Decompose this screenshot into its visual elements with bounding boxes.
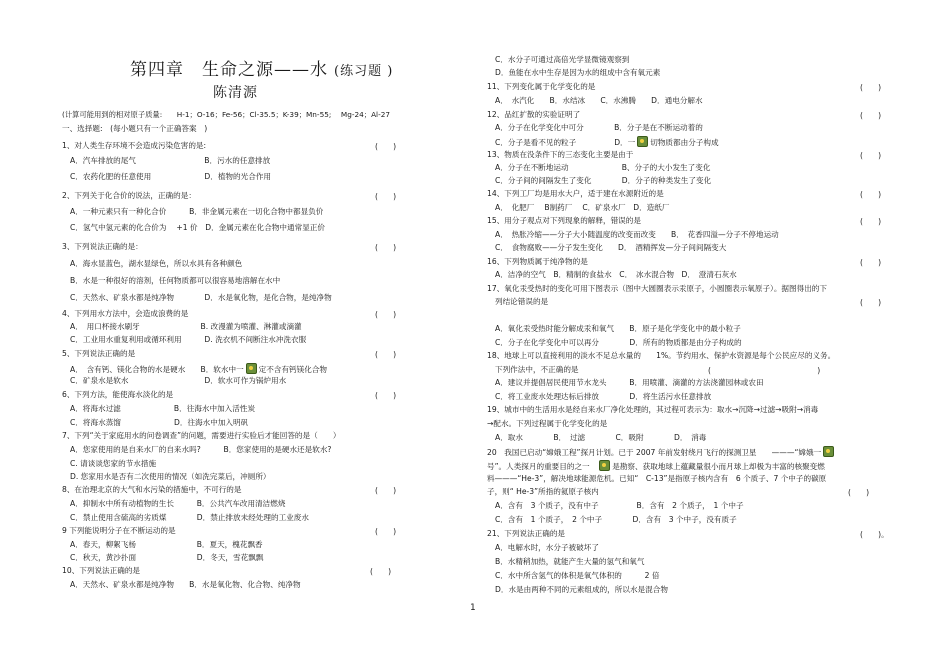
q7-option-c: C. 请谈谈您家的节水措施 — [70, 459, 157, 468]
q9-options-ab: A．春天，柳絮飞杨 B．夏天，槐花飘香 — [70, 540, 263, 549]
q5-options-ab-text: A． 含有钙、镁化合物的水是硬水 B．软水中一 — [70, 365, 244, 374]
answer-paren: ( ) — [375, 350, 397, 359]
answer-paren: ( ) — [375, 192, 397, 201]
q20-stem-text: 20 我国已启动“嫦娥工程”探月计划。已于 2007 年前发射绕月飞行的探测卫星 ———“嫦娥一 — [487, 448, 822, 457]
page-number: 1 — [470, 603, 476, 613]
atomic-mass-note: (计算可能用到的相对原子质量: H-1；O-16；Fe-56；Cl-35.5；K-39；Mn-55; Mg-24；Al-27 — [62, 110, 391, 119]
answer-paren: ( ) — [375, 310, 397, 319]
q8-options-ab: A．抑制水中所有动植物的生长 B．公共汽车改用清洁燃烧 — [70, 499, 286, 508]
answer-paren: ( ) — [860, 151, 882, 160]
embedded-image-icon — [637, 136, 648, 147]
q10-options-ab: A．天然水、矿泉水都是纯净物 B．水是氧化物、化合物、纯净物 — [70, 580, 301, 589]
answer-paren: ( ) — [708, 366, 821, 375]
q5-options-cd: C．矿泉水是软水 D．软水可作为锅炉用水 — [70, 376, 287, 385]
q10-stem: 10、下列说法正确的是 — [62, 566, 141, 575]
author: 陈清源 — [213, 85, 258, 101]
embedded-image-icon — [599, 460, 610, 471]
q20-stem-line2-tail: 是勘察、获取地球上蕴藏量很小而月球上却极为丰富的核聚变燃 — [612, 462, 825, 471]
q10-option-c: C．水分子可通过高倍光学显微镜观察到 — [495, 55, 630, 64]
q12-option-d-tail: 切物质都由分子构成 — [650, 138, 719, 147]
q17-stem: 17、氧化汞受热时的变化可用下图表示（图中大圆圈表示汞原子，小圆圈表示氧原子）。据图得出的下 — [487, 284, 827, 293]
q3-option-a: A．海水显蓝色，湖水显绿色，所以水具有各种颜色 — [70, 259, 243, 268]
answer-paren: ( ) — [860, 190, 882, 199]
q12-options-cd — [495, 136, 719, 147]
q12-stem: 12、品红扩散的实验证明了 — [487, 110, 581, 119]
q6-stem: 6、下列方法，能使海水淡化的是 — [62, 390, 174, 399]
q1-stem: 1、对人类生存环境不会造成污染危害的是: — [62, 141, 207, 150]
q5-stem: 5、下列说法正确的是 — [62, 349, 136, 358]
q20-options-cd: C．含有 1 个质子， 2 个中子 D．含有 3 个中子，没有质子 — [495, 515, 737, 524]
title-text: 第四章 生命之源——水 — [130, 60, 328, 80]
answer-paren: ( ) — [860, 258, 882, 267]
q7-option-d: D. 您家用水是否有二次使用的情况（如洗完菜后，冲厕所） — [70, 472, 271, 481]
answer-paren: ( ) — [370, 567, 392, 576]
q20-options-ab: A．含有 3 个质子，没有中子 B．含有 2 个质子， 1 个中子 — [495, 501, 744, 510]
q15-options-cd: C． 食物腐败——分子发生变化 D． 酒精挥发—分子间间隔变大 — [495, 243, 727, 252]
title-subtitle: (练习题 ) — [334, 64, 394, 79]
q7-stem: 7、下列“关于家庭用水的问卷调查”的问题，需要进行实验后才能回答的是（ ） — [62, 431, 341, 440]
q21-option-b: B．水精稍加热，就能产生大量的氢气和氧气 — [495, 557, 645, 566]
q20-stem-line2-text: 号”。人类探月的重要目的之一 — [487, 462, 598, 471]
q6-options-cd: C．将海水蒸馏 D．往海水中加入明矾 — [70, 418, 249, 427]
q20-stem-line4: 子，则“ He-3”所指的氦原子核内 — [487, 487, 599, 496]
q18-stem: 18、地球上可以直接利用的淡水不足总水量的 1%。节约用水、保护水资源是每个公民应尽的义务。 — [487, 351, 836, 360]
q8-stem: 8、在治理北京的大气和水污染的措施中，不可行的是 — [62, 485, 242, 494]
answer-paren: ( ) — [375, 527, 397, 536]
q18-options-cd: C．将工业废水处理达标后排放 D．将生活污水任意排放 — [495, 392, 712, 401]
q17-stem-cont: 列结论错误的是 — [495, 297, 549, 306]
answer-paren: ( ) — [375, 142, 397, 151]
answer-paren: ( ) — [375, 486, 397, 495]
q19-stem: 19、城市中的生活用水是经自来水厂净化处理的，其过程可表示为：取水→沉降→过滤→吸附→消毒 — [487, 405, 819, 414]
q2-options-ab: A．一种元素只有一种化合价 B．非金属元素在一切化合物中都显负价 — [70, 207, 324, 216]
q8-options-cd: C．禁止使用含硫高的劣质煤 D．禁止排放未经处理的工业废水 — [70, 513, 309, 522]
q2-stem: 2、下列关于化合价的说法，正确的是： — [62, 191, 196, 200]
q14-stem: 14、下列工厂均是用水大户，适于建在水源附近的是 — [487, 189, 664, 198]
q6-options-ab: A．将海水过滤 B．往海水中加入活性炭 — [70, 404, 256, 413]
q4-options-ab: A． 用口杯接水刷牙 B. 改漫灌为喷灌、淋灌或滴灌 — [70, 322, 302, 331]
q15-stem: 15、用分子观点对下列现象的解释，错误的是 — [487, 216, 641, 225]
q4-stem: 4、下列用水方法中，会造成浪费的是 — [62, 309, 189, 318]
q7-options-ab: A．您家使用的是自来水厂的自来水吗? B．您家使用的是硬水还是软水? — [70, 445, 332, 454]
q17-options-ab: A．氧化汞受热时能分解成汞和氧气 B．原子是化学变化中的最小粒子 — [495, 324, 741, 333]
q12-options-cd-text: C．分子是看不见的粒子 D．一 — [495, 138, 636, 147]
answer-paren: ( ) — [848, 488, 870, 497]
q4-options-cd: C．工业用水重复利用或循环利用 D. 洗衣机不间断注水冲洗衣服 — [70, 335, 307, 344]
page-title — [130, 55, 393, 80]
q5-option-b-tail: 定不含有钙镁化合物 — [258, 365, 328, 374]
q15-options-ab: A． 热胀冷缩——分子大小随温度的改变而改变 B． 花香四溢—分子不停地运动 — [495, 230, 779, 239]
q16-stem: 16、下列物质属于纯净物的是 — [487, 257, 588, 266]
q18-options-ab: A．建议并提倡居民使用节水龙头 B．用喷灌、滴灌的方法浇灌园林或农田 — [495, 378, 764, 387]
q1-options-ab: A．汽车排放的尾气 B．污水的任意排放 — [70, 156, 271, 165]
embedded-image-icon — [246, 363, 257, 374]
q20-stem-line3: 料———“He-3”，解决地球能源危机。已知“ C-13”是指原子核内含有 6 个质子、7 个中子的碳原 — [487, 474, 827, 483]
q13-stem: 13、物质在没条件下的三态变化主要是由于 — [487, 150, 634, 159]
q16-options: A．洁净的空气 B．精制的食盐水 C． 冰水混合物 D． 澄清石灰水 — [495, 270, 737, 279]
q11-stem: 11、下列变化属于化学变化的是 — [487, 82, 596, 91]
q11-options: A． 水汽化 B．水结冰 C．水沸腾 D．通电分解水 — [495, 96, 703, 105]
q10-option-d: D．鱼能在水中生存是因为水的组成中含有氧元素 — [495, 68, 661, 77]
q21-option-d: D．水是由两种不同的元素组成的，所以水是混合物 — [495, 585, 668, 594]
q3-options-cd: C．天然水、矿泉水都是纯净物 D．水是氧化物，是化合物，是纯净物 — [70, 293, 332, 302]
answer-paren: ( )。 — [860, 530, 889, 539]
answer-paren: ( ) — [860, 83, 882, 92]
q12-options-ab: A．分子在化学变化中可分 B．分子是在不断运动着的 — [495, 123, 703, 132]
answer-paren: ( ) — [860, 298, 882, 307]
q17-options-cd: C．分子在化学变化中可以再分 D．所有的物质都是由分子构成的 — [495, 338, 742, 347]
q21-option-a: A．电解水时，水分子被破坏了 — [495, 543, 599, 552]
q21-option-c: C．水中所含氢气的体积是氧气体积的 2 倍 — [495, 571, 660, 580]
q3-stem: 3、下列说法正确的是： — [62, 242, 143, 251]
section-heading: 一、选择题: (每小题只有一个正确答案 ) — [62, 124, 208, 133]
q21-stem: 21、下列说法正确的是 — [487, 529, 566, 538]
answer-paren: ( ) — [860, 217, 882, 226]
q18-stem-cont: 下列作法中，不正确的是 — [495, 365, 579, 374]
embedded-image-icon — [823, 446, 834, 457]
q19-options: A．取水 B． 过滤 C．吸附 D． 消毒 — [495, 433, 707, 442]
q20-stem — [487, 446, 836, 457]
q5-options-ab — [70, 363, 327, 374]
q9-stem: 9 下列能说明分子在不断运动的是 — [62, 526, 176, 535]
q20-stem-line2 — [487, 460, 825, 471]
q13-options-cd: C．分子间的间隔发生了变化 D．分子的种类发生了变化 — [495, 176, 712, 185]
q1-options-cd: C．农药化肥的任意使用 D．植物的光合作用 — [70, 172, 271, 181]
answer-paren: ( ) — [375, 391, 397, 400]
q14-options: A． 化肥厂 B制药厂 C．矿泉水厂 D．造纸厂 — [495, 203, 670, 212]
answer-paren: ( ) — [860, 111, 882, 120]
q2-options-cd: C．氢气中氢元素的化合价为 +1 价 D．金属元素在化合物中通常显正价 — [70, 223, 325, 232]
q9-options-cd: C．秋天，黄沙扑面 D．冬天，雪花飘飘 — [70, 553, 264, 562]
q19-stem-cont: →配水。下列过程属于化学变化的是 — [487, 419, 608, 428]
q3-option-b: B．水是一种很好的溶剂，任何物质都可以很容易地溶解在水中 — [70, 276, 281, 285]
q13-options-ab: A．分子在不断地运动 B、分子的大小发生了变化 — [495, 163, 711, 172]
answer-paren: ( ) — [375, 243, 397, 252]
